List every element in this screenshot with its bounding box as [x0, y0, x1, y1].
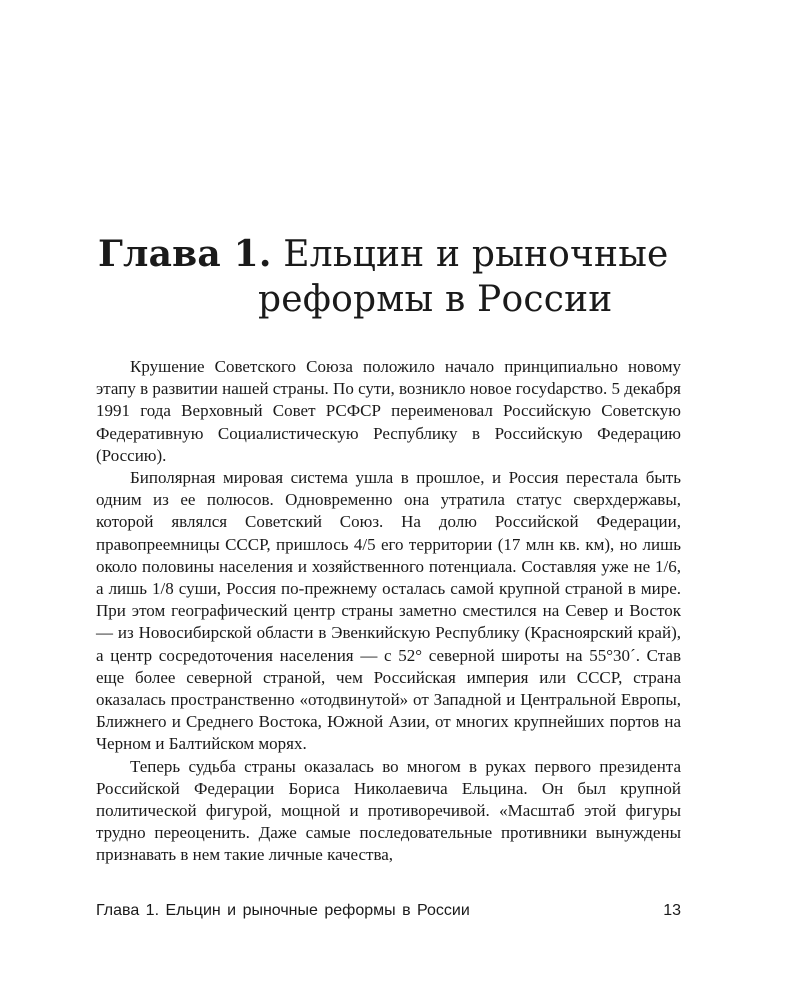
running-title: Глава 1. Ельцин и рыночные реформы в России [96, 902, 470, 919]
paragraph-1: Крушение Советского Союза положило начало принципиально новому этапу в развитии нашей страны. По сути, возникло новое госуdарство. 5 декабря 1991 года Верховный Совет РСФСР переименовал Российскую Советскую Федеративную Социалистическую Республику в Российскую Федерацию (Россию). [96, 357, 681, 465]
page-footer [96, 902, 681, 920]
chapter-title [98, 232, 718, 322]
paragraph-2: Биполярная мировая система ушла в прошлое, и Россия перестала быть одним из ее полюсов. Одновременно она утратила статус сверхдержавы, которой являлся Советский Союз. На долю Российской Федерации, правопреемницы СССР, пришлось 4/5 его территории (17 млн кв. км), но лишь около половины населения и хозяйственного потенциала. Составляя уже не 1/6, а лишь 1/8 суши, Россия по-прежнему осталась самой крупной страной в мире. При этом географический центр страны заметно сместился на Север и Восток — из Новосибирской области в Эвенкийскую Республику (Красноярский край), а центр сосредоточения населения — с 52° северной широты на 55°30´. Став еще более северной страной, чем Российская империя или СССР, страна оказалась пространственно «отодвинутой» от Западной и Центральной Европы, Ближнего и Среднего Востока, Южной Азии, от многих крупнейших портов на Черном и Балтийском морях. [96, 468, 681, 754]
chapter-title-text-1: Ельцин и рыночные [283, 234, 669, 275]
chapter-title-line-2: реформы в России [258, 279, 613, 320]
body-text [96, 356, 681, 867]
chapter-label: Глава 1. [98, 233, 272, 275]
page-number: 13 [663, 902, 681, 919]
chapter-title-line-1 [98, 232, 718, 277]
paragraph-3: Теперь судьба страны оказалась во многом в руках первого президента Российской Федерации Бориса Николаевича Ельцина. Он был крупной политической фигурой, мощной и противоречивой. «Масштаб этой фигуры трудно переоценить. Даже самые последовательные противники вынуждены признавать в нем такие личные качества, [96, 756, 681, 865]
